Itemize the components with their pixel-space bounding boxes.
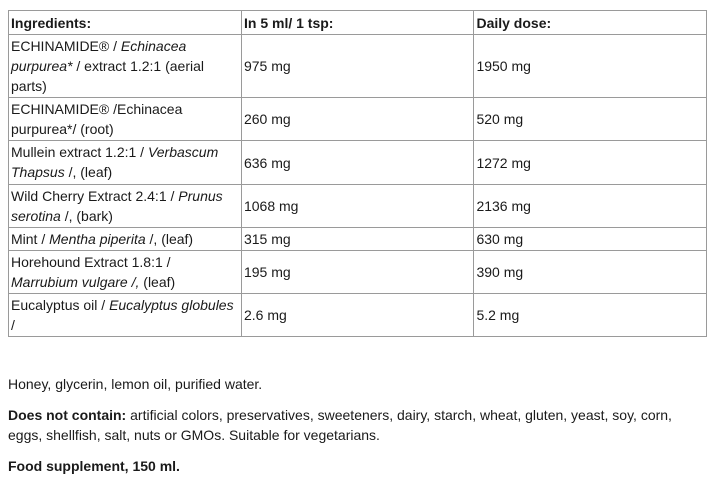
ingredient-cell <box>9 251 242 294</box>
latin-name: Prunus serotina <box>11 188 223 224</box>
table-row <box>9 251 707 294</box>
latin-name: Verbascum Thapsus <box>11 144 219 180</box>
daily-dose-cell: 2136 mg <box>474 185 707 228</box>
daily-dose-cell: 1272 mg <box>474 141 707 185</box>
header-ingredients: Ingredients: <box>9 11 242 35</box>
dose-5ml-cell: 1068 mg <box>241 185 473 228</box>
ingredient-text: /, (leaf) <box>64 164 113 180</box>
table-row <box>9 228 707 251</box>
table-body <box>9 35 707 337</box>
ingredient-text: / <box>11 317 15 333</box>
ingredient-text: Mint / <box>11 231 50 247</box>
ingredient-text: Mullein extract 1.2:1 / <box>11 144 148 160</box>
ingredient-text: /, (leaf) <box>145 231 194 247</box>
product-notes <box>8 374 708 487</box>
ingredient-text: (leaf) <box>139 274 176 290</box>
table-row <box>9 141 707 185</box>
header-per-5ml: In 5 ml/ 1 tsp: <box>241 11 473 35</box>
ingredient-cell <box>9 228 242 251</box>
ingredient-text: ECHINAMIDE® / <box>11 38 121 54</box>
daily-dose-cell: 630 mg <box>474 228 707 251</box>
dose-5ml-cell: 2.6 mg <box>241 294 473 337</box>
dose-5ml-cell: 636 mg <box>241 141 473 185</box>
ingredient-text: ECHINAMIDE® /Echinacea purpurea*/ (root) <box>11 101 183 137</box>
ingredient-cell <box>9 294 242 337</box>
table-row <box>9 185 707 228</box>
latin-name: Mentha piperita <box>49 231 146 247</box>
table-row <box>9 98 707 141</box>
ingredient-text: Horehound Extract 1.8:1 / <box>11 254 171 270</box>
table-row <box>9 294 707 337</box>
does-not-contain-text: artificial colors, preservatives, sweeteners, dairy, starch, wheat, gluten, yeast, soy, corn, eggs, shellfish, salt, nuts or GMOs. Suitable for vegetarians. <box>8 407 672 443</box>
daily-dose-cell: 1950 mg <box>474 35 707 98</box>
ingredient-text: Eucalyptus oil / <box>11 297 110 313</box>
ingredients-table <box>8 10 707 337</box>
ingredient-text: /, (bark) <box>60 208 113 224</box>
ingredient-cell <box>9 141 242 185</box>
ingredient-cell <box>9 35 242 98</box>
dose-5ml-cell: 315 mg <box>241 228 473 251</box>
table-row <box>9 35 707 98</box>
does-not-contain <box>8 405 708 445</box>
ingredient-text: Wild Cherry Extract 2.4:1 / <box>11 188 179 204</box>
food-supplement <box>8 456 708 476</box>
food-supplement-text: Food supplement, 150 ml. <box>8 458 180 474</box>
ingredient-cell <box>9 98 242 141</box>
dose-5ml-cell: 195 mg <box>241 251 473 294</box>
daily-dose-cell: 520 mg <box>474 98 707 141</box>
other-ingredients: Honey, glycerin, lemon oil, purified water. <box>8 376 263 392</box>
latin-name: Eucalyptus globules <box>109 297 234 313</box>
does-not-contain-label: Does not contain: <box>8 407 127 423</box>
ingredient-cell <box>9 185 242 228</box>
daily-dose-cell: 390 mg <box>474 251 707 294</box>
ingredient-text: / extract 1.2:1 (aerial parts) <box>11 58 205 94</box>
latin-name: Echinacea purpurea* <box>11 38 187 74</box>
daily-dose-cell: 5.2 mg <box>474 294 707 337</box>
header-daily-dose: Daily dose: <box>474 11 707 35</box>
dose-5ml-cell: 260 mg <box>241 98 473 141</box>
table-header-row <box>9 11 707 35</box>
latin-name: Marrubium vulgare /, <box>11 274 140 290</box>
dose-5ml-cell: 975 mg <box>241 35 473 98</box>
